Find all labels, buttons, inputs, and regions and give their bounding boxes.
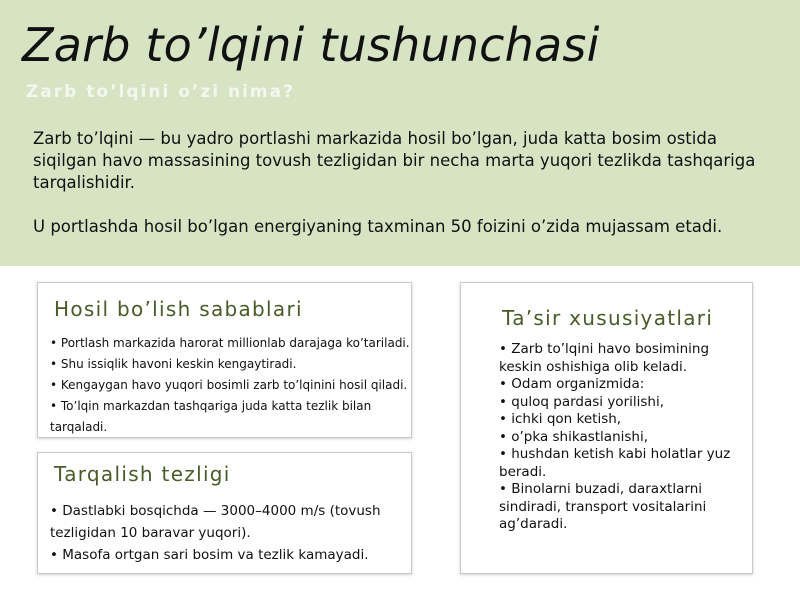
list-item: • Shu issiqlik havoni keskin kengaytiradi.	[50, 357, 297, 371]
intro-paragraph-energy: U portlashda hosil bo’lgan energiyaning taxminan 50 foizini o’zida mujassam etadi.	[33, 217, 723, 236]
effects-list	[499, 341, 749, 534]
effects-card	[460, 282, 753, 574]
page-subtitle: Zarb to’lqini o’zi nima?	[26, 82, 295, 102]
list-item: • Zarb to’lqini havo bosimining keskin oshishiga olib keladi.	[499, 341, 710, 375]
intro-text	[33, 128, 773, 238]
list-item: • Odam organizmida:	[499, 376, 645, 392]
speed-heading: Tarqalish tezligi	[54, 462, 231, 486]
list-item: • To’lqin markazdan tashqariga juda katta tezlik bilan tarqaladi.	[50, 399, 372, 434]
page-title: Zarb to’lqini tushunchasi	[22, 18, 600, 72]
list-item: • Portlash markazida harorat millionlab darajaga ko’tariladi.	[50, 336, 410, 350]
list-item: • quloq pardasi yorilishi,	[499, 393, 665, 410]
speed-list	[50, 500, 410, 566]
list-item: • Binolarni buzadi, daraxtlarni sindiradi, transport vositalarini ag’daradi.	[499, 481, 707, 532]
list-item: • Kengaygan havo yuqori bosimli zarb to’lqinini hosil qiladi.	[50, 378, 408, 392]
list-item: • o’pka shikastlanishi,	[499, 428, 649, 445]
list-item: • Masofa ortgan sari bosim va tezlik kamayadi.	[50, 547, 369, 563]
causes-card	[37, 282, 412, 438]
list-item: • hushdan ketish kabi holatlar yuz beradi.	[499, 446, 731, 480]
causes-heading: Hosil bo’lish sabablari	[54, 297, 303, 321]
list-item: • ichki qon ketish,	[499, 411, 622, 427]
intro-paragraph-definition: Zarb to’lqini — bu yadro portlashi markazida hosil bo’lgan, juda katta bosim ostida siqilgan havo massasining tovush tezligidan bir necha marta yuqori tezlikda tashqariga tarqalishidir.	[33, 129, 756, 192]
speed-card	[37, 452, 412, 574]
causes-list	[50, 333, 410, 438]
list-item: • Dastlabki bosqichda — 3000–4000 m/s (tovush tezligidan 10 baravar yuqori).	[50, 503, 381, 541]
effects-heading: Ta’sir xususiyatlari	[502, 306, 714, 330]
